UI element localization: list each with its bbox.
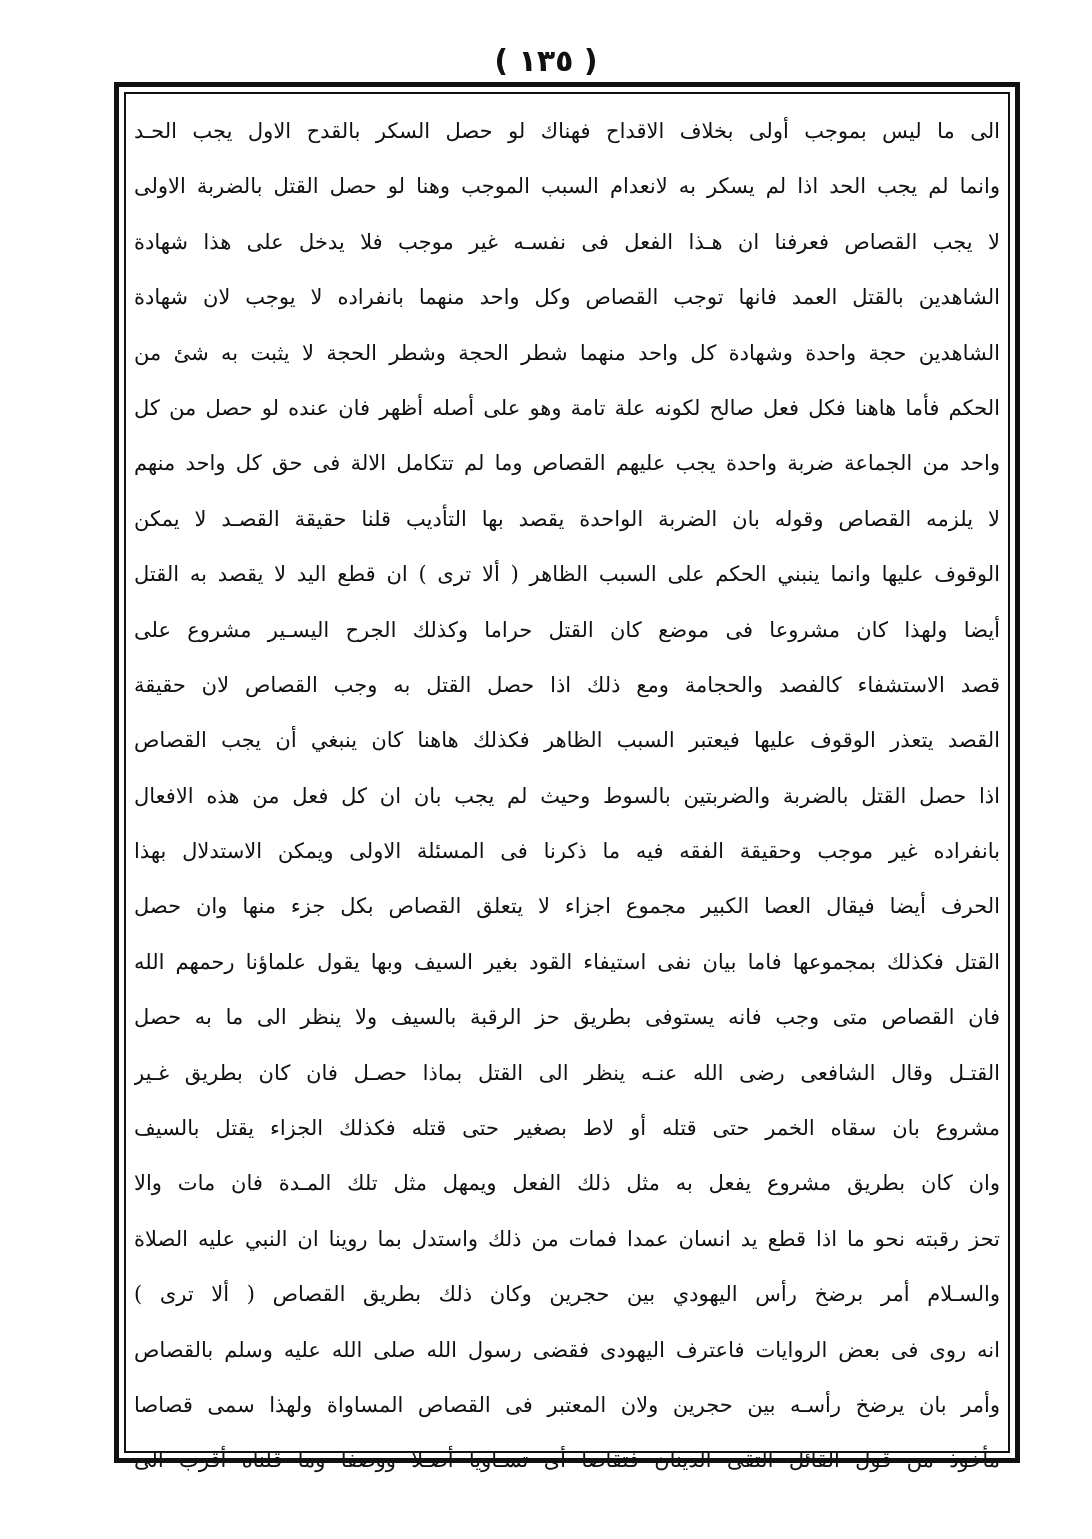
text-line: الشاهدين بالقتل العمد فانها توجب القصاص وكل واحد منهما بانفراده لا يوجب لان شهادة	[134, 285, 1000, 310]
text-line: الى ما ليس بموجب أولى بخلاف الاقداح فهناك لو حصل السكر بالقدح الاول يجب الحـد	[134, 119, 1000, 143]
text-line: قصد الاستشفاء كالفصد والحجامة ومع ذلك اذا حصل القتل به وجب القصاص لان حقيقة	[134, 672, 1000, 697]
text-line: القصد يتعذر الوقوف عليها فيعتبر السبب الظاهر فكذلك هاهنا كان ينبغي أن يجب القصاص	[134, 728, 1000, 753]
text-line: الحرف أيضا فيقال العصا الكبير مجموع اجزاء لا يتعلق القصاص بكل جزء منها وان حصل	[134, 894, 1000, 919]
text-line: اذا حصل القتل بالضربة والضربتين بالسوط وحيث لم يجب بان ان كل فعل من هذه الافعال	[134, 783, 1000, 808]
text-line: القتل فكذلك بمجموعها فاما بيان نفى استيفاء القود بغير السيف وبها يقول علماؤنا رحمهم الله	[134, 949, 1000, 974]
text-line: بانفراده غير موجب وحقيقة الفقه فيه ما ذكرنا فى المسئلة الاولى ويمكن الاستدلال بهذا	[134, 839, 1000, 864]
text-line: القتـل وقال الشافعى رضى الله عنـه ينظر الى القتل بماذا حصـل فان كان بطريق غـير	[134, 1060, 1000, 1085]
text-line: الوقوف عليها وانما ينبني الحكم على السبب الظاهر ( ألا ترى ) ان قطع اليد لا يقصد به القتل	[134, 562, 1000, 587]
text-line: والسـلام أمر برضخ رأس اليهودي بين حجرين وكان ذلك بطريق القصاص ( ألا ترى )	[134, 1282, 1000, 1307]
text-line: مأخوذ من قول القائل التقى الدينان فتقاصا أى تسـاويا أصـلا ووصفا وما قلناه أقرب الى	[134, 1448, 1000, 1473]
text-line: مشروع بان سقاه الخمر حتى قتله أو لاط بصغير حتى قتله فكذلك الجزاء يقتل بالسيف	[134, 1116, 1000, 1141]
text-line: وأمر بان يرضخ رأسـه بين حجرين ولان المعتبر فى القصاص المساواة ولهذا سمى قصاصا	[134, 1392, 1000, 1417]
text-line: تحز رقبته نحو ما اذا قطع يد انسان عمدا فمات من ذلك واستدل بما روينا ان النبي عليه الصلاة	[134, 1226, 1000, 1251]
text-line: وان كان بطريق مشروع يفعل به مثل ذلك الفعل ويمهل مثل تلك المـدة فان مات والا	[134, 1171, 1000, 1196]
text-line: لا يلزمه القصاص وقوله بان الضربة الواحدة يقصد بها التأديب قلنا حقيقة القصـد لا يمكن	[134, 506, 1000, 531]
text-body	[134, 104, 1000, 1473]
text-line: انه روى فى بعض الروايات فاعترف اليهودى فقضى رسول الله صلى الله عليه وسلم بالقصاص	[134, 1337, 1000, 1362]
text-line: فان القصاص متى وجب فانه يستوفى بطريق حز الرقبة بالسيف ولا ينظر الى ما به حصل	[134, 1005, 1000, 1030]
text-line: الحكم فأما هاهنا فكل فعل صالح لكونه علة تامة وهو على أصله أظهر فان عنده لو حصل من كل	[134, 395, 1000, 420]
page-number: ( ١٣٥ )	[494, 44, 598, 79]
text-line: واحد من الجماعة ضربة واحدة يجب عليهم القصاص وما لم تتكامل الالة فى حق كل واحد منهم	[134, 451, 1000, 476]
text-line: أيضا ولهذا كان مشروعا فى موضع كان القتل حراما وكذلك الجرح اليسـير مشروع على	[134, 617, 1000, 642]
text-line: لا يجب القصاص فعرفنا ان هـذا الفعل فى نفسـه غير موجب فلا يدخل على هذا شهادة	[134, 229, 1000, 254]
text-line: الشاهدين حجة واحدة وشهادة كل واحد منهما شطر الحجة وشطر الحجة لا يثبت به شئ من	[134, 340, 1000, 365]
text-line: وانما لم يجب الحد اذا لم يسكر به لانعدام السبب الموجب وهنا لو حصل القتل بالضربة الاولى	[134, 174, 1000, 199]
